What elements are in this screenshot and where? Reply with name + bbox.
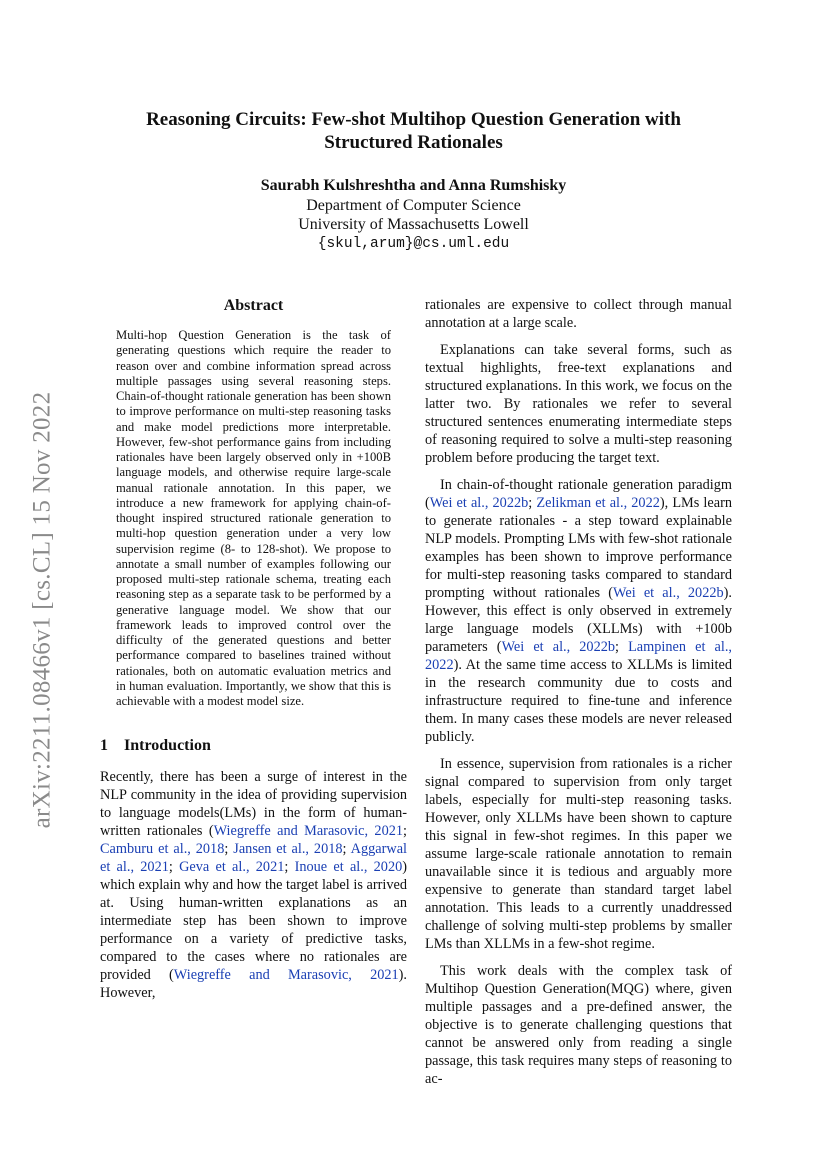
citation-link[interactable]: Wiegreffe and Marasovic, 2021 bbox=[173, 967, 399, 984]
paragraph-text: ) which explain why and how the target label is arrived at. Using human-written explanations as an intermediate step has been shown to improve performance on a variety of predictive tasks, compared to the cases where no rationales are provided ( bbox=[100, 859, 408, 984]
paragraph-text: ; bbox=[342, 841, 351, 858]
left-column bbox=[100, 296, 407, 1002]
paragraph-text: This work deals with the complex task of Multihop Question Generation(MQG) where, given multiple passages and a pre-defined answer, the objective is to generate challenging questions that cannot be answered only from reading a single passage, this task requires many steps of reasoning to ac- bbox=[425, 963, 732, 1087]
citation-link[interactable]: Wei et al., 2022b bbox=[501, 639, 616, 655]
paragraph-text: In chain-of-thought rationale generation paradigm ( bbox=[425, 477, 732, 511]
paragraph-text: ; bbox=[403, 823, 408, 840]
citation-link[interactable]: Wei et al., 2022b bbox=[613, 585, 724, 601]
body-paragraph bbox=[425, 962, 732, 1088]
body-paragraph bbox=[425, 755, 732, 953]
author-block bbox=[100, 176, 727, 254]
citation-link[interactable]: Jansen et al., 2018 bbox=[233, 841, 343, 858]
paragraph-text: ; bbox=[284, 859, 295, 876]
body-paragraph bbox=[425, 476, 732, 746]
paragraph-text: rationales are expensive to collect through manual annotation at a large scale. bbox=[425, 297, 732, 331]
citation-link[interactable]: Wei et al., 2022b bbox=[429, 495, 529, 511]
author-university: University of Massachusetts Lowell bbox=[298, 216, 529, 233]
citation-link[interactable]: Lampinen et al., 2022 bbox=[425, 639, 732, 673]
paragraph-text: In essence, supervision from rationales is a richer signal compared to supervision from only target labels, especially for multi-step reasoning tasks. However, only XLLMs have been shown to capture this signal in few-shot regimes. In this paper we assume large-scale rationale annotation to remain unavailable since it is tedious and arguably more expensive to generate than standard target label annotation. This leads to a currently unaddressed challenge of solving multi-step problems by smaller LMs than XLLMs in a few-shot regime. bbox=[425, 756, 732, 952]
citation-link[interactable]: Wiegreffe and Marasovic, 2021 bbox=[213, 823, 404, 840]
paragraph-text: ). At the same time access to XLLMs is limited in the research community due to costs and infrastructure required to fine-tune and inference them. In many cases these models are never released publicly. bbox=[425, 657, 732, 745]
author-names: Saurabh Kulshreshtha and Anna Rumshisky bbox=[260, 177, 567, 194]
body-paragraph bbox=[425, 296, 732, 332]
arxiv-identifier-stamp bbox=[22, 360, 62, 860]
citation-link[interactable]: Inoue et al., 2020 bbox=[294, 859, 403, 876]
paper-title: Reasoning Circuits: Few-shot Multihop Question Generation with Structured Rationales bbox=[146, 109, 681, 153]
arxiv-identifier-text: arXiv:2211.08466v1 [cs.CL] 15 Nov 2022 bbox=[28, 391, 56, 829]
paragraph-text: Explanations can take several forms, such as textual highlights, free-text explanations and structured explanations. In this work, we focus on the latter two. By rationales we refer to several structured sentences enumerating intermediate steps of reasoning required to solve a multi-step reasoning problem before producing the target text. bbox=[425, 342, 732, 466]
paragraph-text: Recently, there has been a surge of interest in the NLP community in the idea of providing supervision to language models(LMs) in the form of human-written rationales ( bbox=[100, 769, 407, 840]
citation-link[interactable]: Geva et al., 2021 bbox=[179, 859, 285, 876]
paragraph-text: ; bbox=[224, 841, 234, 858]
author-email: {skul,arum}@cs.uml.edu bbox=[317, 235, 510, 252]
abstract-heading: Abstract bbox=[223, 297, 284, 314]
paragraph-text: ). However, bbox=[100, 967, 408, 1002]
section-number: 1 bbox=[100, 737, 108, 755]
citation-link[interactable]: Aggarwal et al., 2021 bbox=[100, 841, 408, 876]
section-heading-introduction bbox=[100, 736, 407, 756]
author-department: Department of Computer Science bbox=[306, 196, 521, 214]
paragraph-text: ), LMs learn to generate rationales - a step toward explainable NLP models. Prompting LMs with few-shot rationale examples has been shown to improve performance for multi-step reasoning tasks compared to standard prompting without rationales ( bbox=[425, 495, 733, 601]
intro-paragraph bbox=[100, 768, 407, 1002]
citation-link[interactable]: Camburu et al., 2018 bbox=[100, 841, 225, 858]
paragraph-text: ). However, this effect is only observed in extremely large language models (XLLMs) with +100b parameters ( bbox=[425, 585, 732, 655]
paragraph-text: ; bbox=[615, 639, 629, 655]
right-column bbox=[425, 296, 732, 1088]
paragraph-text: ; bbox=[168, 859, 180, 876]
section-title: Introduction bbox=[124, 737, 211, 755]
paragraph-text: ; bbox=[528, 495, 537, 511]
citation-link[interactable]: Zelikman et al., 2022 bbox=[536, 495, 660, 511]
body-paragraph bbox=[425, 341, 732, 467]
abstract-text: Multi-hop Question Generation is the task of generating questions which require the reader to reason over and combine information spread across multiple passages using several reasoning steps. Chain-of-thought rationale generation has been shown to improve performance on multi-step reasoning tasks and make model predictions more interpretable. However, few-shot performance gains from including rationales have been largely observed only in +100B language models, and otherwise require large-scale manual rationale annotation. In this paper, we introduce a new framework for applying chain-of-thought inspired structured rationale generation to multi-hop question generation under a very low supervision regime (8- to 128-shot). We propose to annotate a small number of examples following our proposed multi-step rationale schema, treating each reasoning step as a separate task to be performed by a generative language model. We show that our framework leads to improved control over the difficulty of the generated questions and better performance compared to baselines trained without rationales, both on automatic evaluation metrics and in human evaluation. Importantly, we show that this is achievable with a modest model size. bbox=[116, 328, 391, 708]
